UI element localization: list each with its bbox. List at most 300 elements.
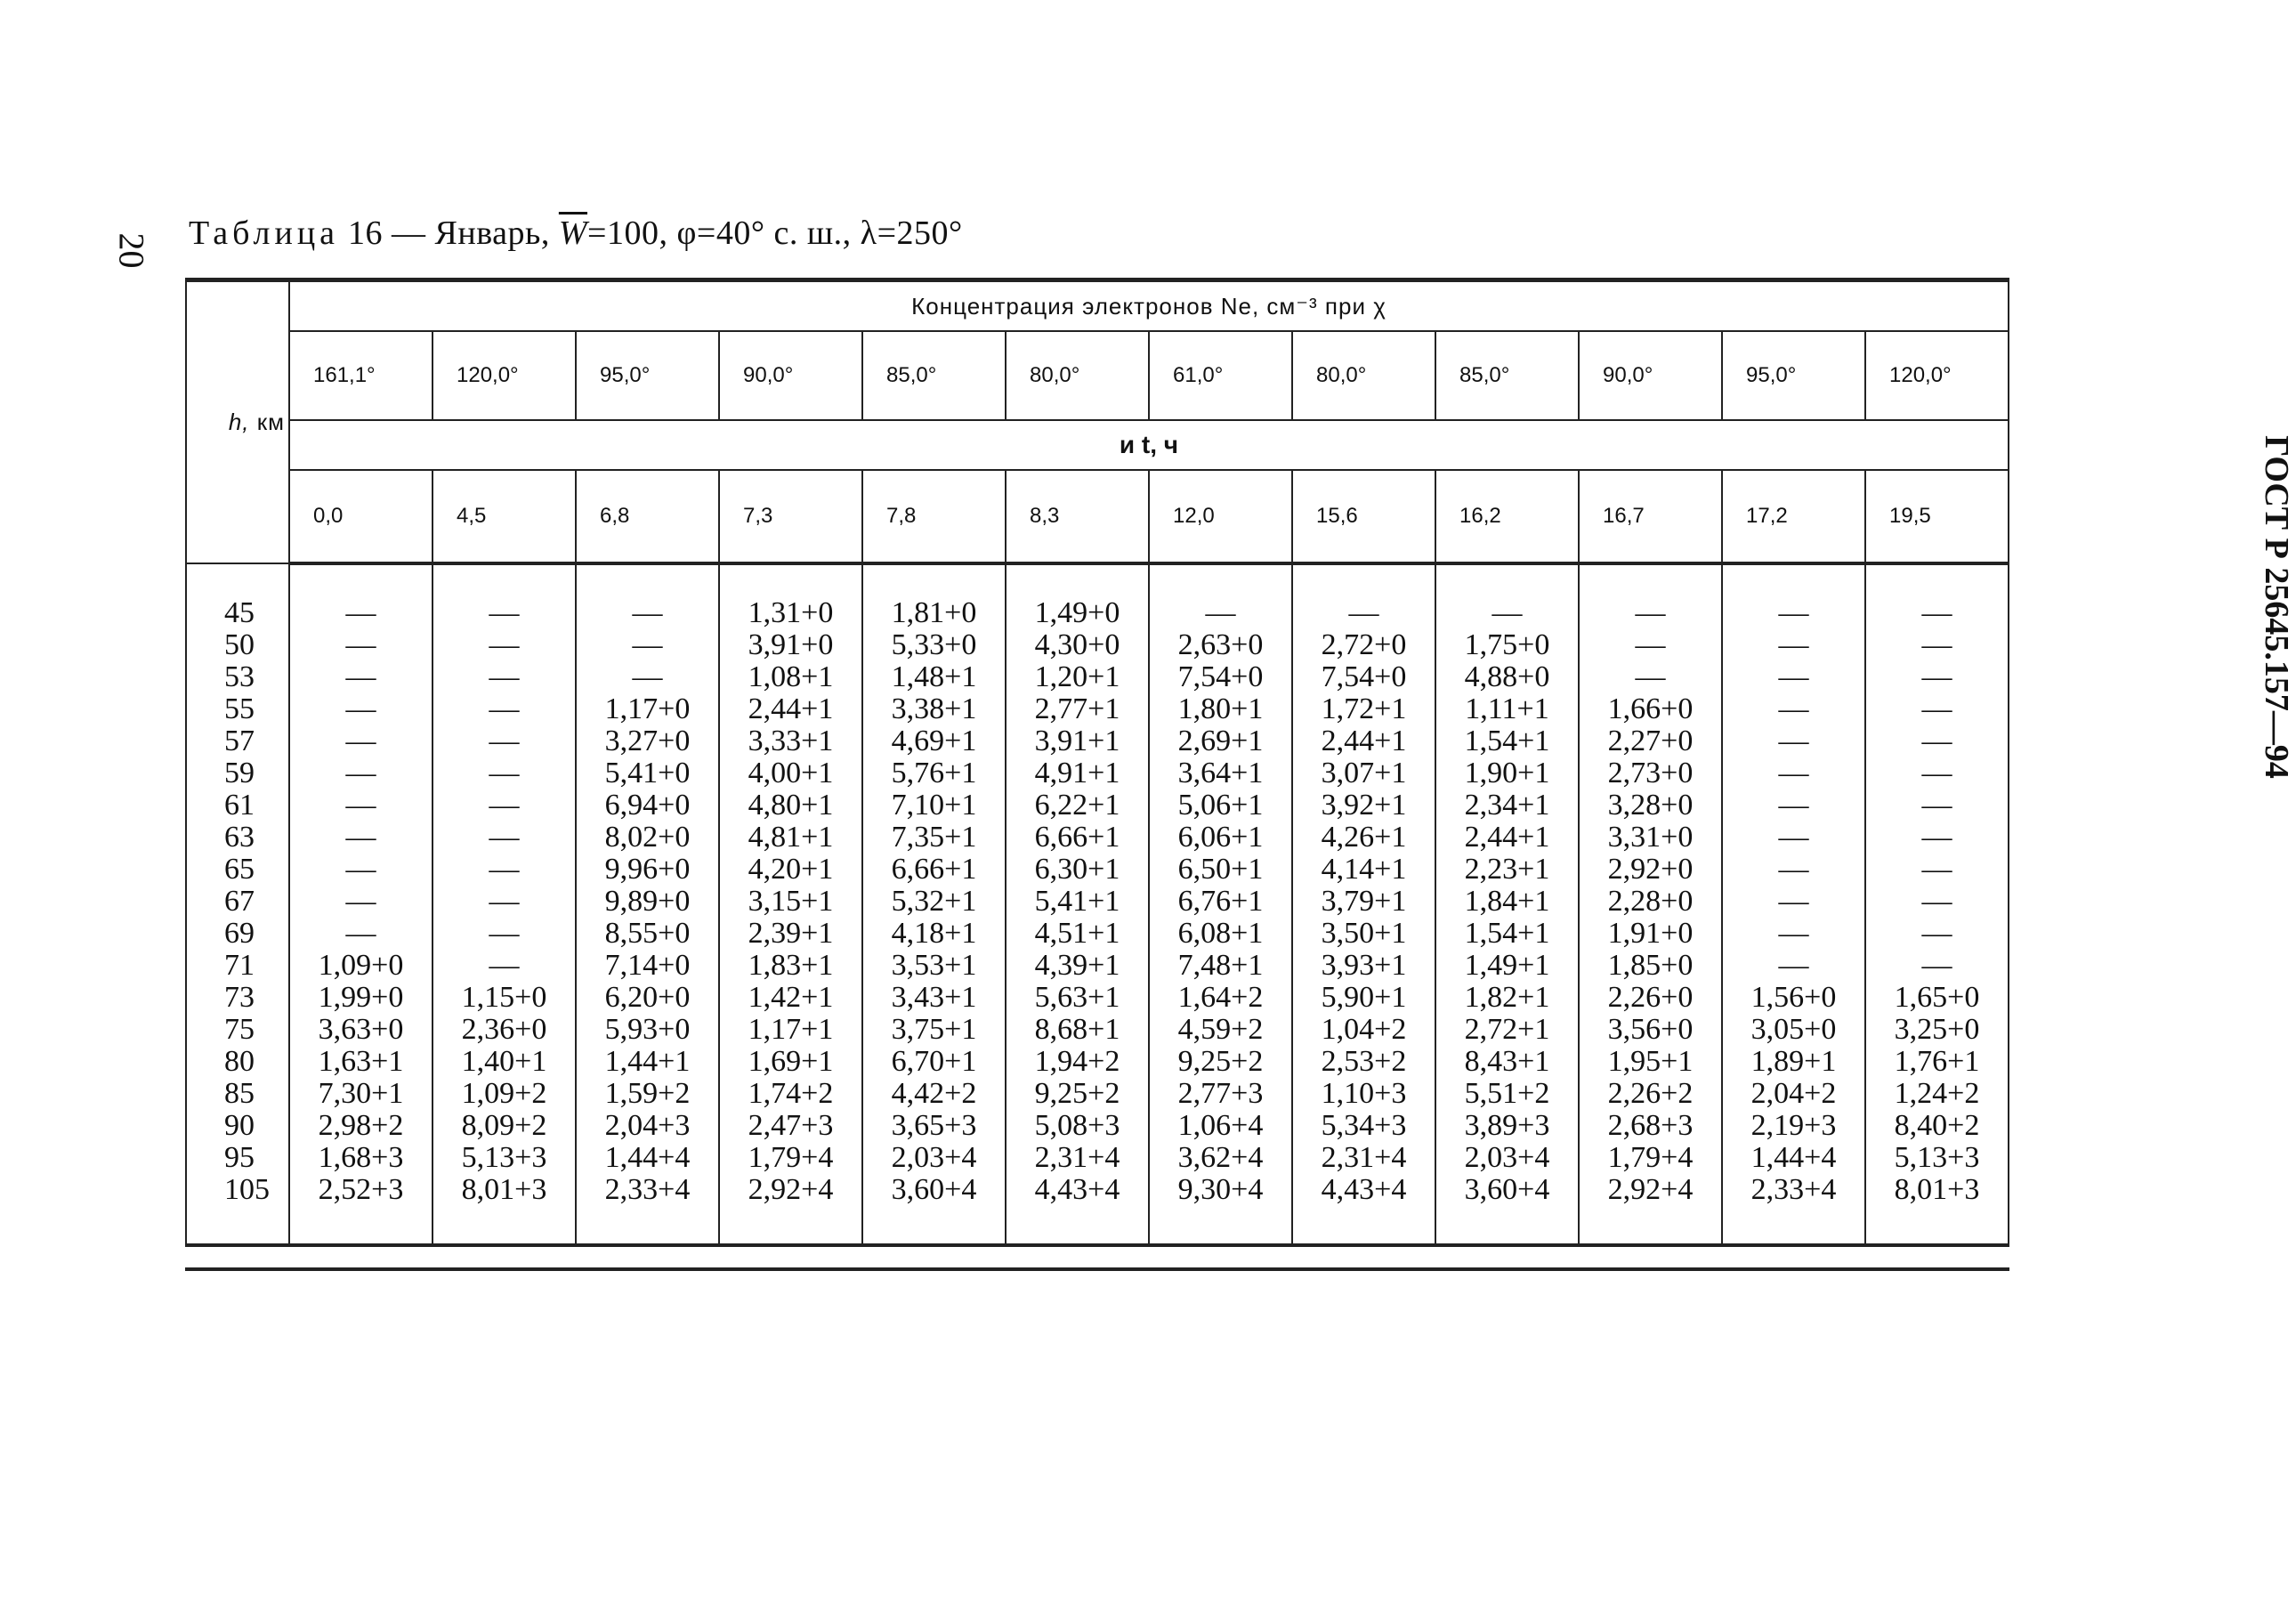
concentration-cell: 2,04+3 (576, 1110, 719, 1142)
height-cell: 61 (186, 789, 289, 822)
concentration-cell: 1,95+1 (1579, 1046, 1722, 1078)
concentration-cell: 1,75+0 (1435, 629, 1579, 661)
concentration-cell: 5,41+1 (1006, 886, 1149, 918)
concentration-cell: 2,72+1 (1435, 1014, 1579, 1046)
concentration-cell: 4,59+2 (1149, 1014, 1292, 1046)
concentration-cell: — (1722, 822, 1865, 854)
time-value-cell: 15,6 (1292, 470, 1435, 563)
height-cell: 85 (186, 1078, 289, 1110)
concentration-cell: — (1865, 950, 2009, 982)
concentration-cell: 4,91+1 (1006, 757, 1149, 789)
concentration-cell: 1,91+0 (1579, 918, 1722, 950)
concentration-cell: — (433, 918, 576, 950)
concentration-cell: 7,35+1 (862, 822, 1006, 854)
concentration-cell: 5,63+1 (1006, 982, 1149, 1014)
concentration-cell: 4,80+1 (719, 789, 862, 822)
concentration-cell: — (289, 725, 433, 757)
concentration-cell: 5,08+3 (1006, 1110, 1149, 1142)
concentration-cell: 4,18+1 (862, 918, 1006, 950)
bottom-rule (185, 1267, 2009, 1271)
concentration-cell: — (1865, 629, 2009, 661)
concentration-cell: — (1722, 661, 1865, 693)
concentration-cell: — (289, 693, 433, 725)
height-cell: 53 (186, 661, 289, 693)
concentration-cell: — (1722, 693, 1865, 725)
chi-value-cell: 90,0° (719, 331, 862, 420)
concentration-cell: — (576, 563, 719, 629)
table-row (186, 950, 2009, 982)
concentration-cell: 4,30+0 (1006, 629, 1149, 661)
concentration-cell: 6,30+1 (1006, 854, 1149, 886)
concentration-cell: 1,94+2 (1006, 1046, 1149, 1078)
concentration-cell: — (576, 629, 719, 661)
height-cell: 71 (186, 950, 289, 982)
page-number: 20 (111, 232, 152, 269)
concentration-cell: 1,84+1 (1435, 886, 1579, 918)
concentration-cell: 3,53+1 (862, 950, 1006, 982)
concentration-cell: — (1865, 725, 2009, 757)
concentration-cell: 7,14+0 (576, 950, 719, 982)
height-cell: 69 (186, 918, 289, 950)
chi-value-cell: 80,0° (1292, 331, 1435, 420)
concentration-cell: 2,92+0 (1579, 854, 1722, 886)
concentration-cell: 1,82+1 (1435, 982, 1579, 1014)
concentration-cell: 3,28+0 (1579, 789, 1722, 822)
concentration-cell: 2,72+0 (1292, 629, 1435, 661)
concentration-cell: 3,25+0 (1865, 1014, 2009, 1046)
concentration-cell: 1,06+4 (1149, 1110, 1292, 1142)
concentration-cell: 7,54+0 (1292, 661, 1435, 693)
concentration-cell: 2,31+4 (1006, 1142, 1149, 1174)
concentration-cell: 1,64+2 (1149, 982, 1292, 1014)
concentration-cell: — (289, 854, 433, 886)
concentration-cell: 2,77+3 (1149, 1078, 1292, 1110)
time-value-cell: 17,2 (1722, 470, 1865, 563)
table-row (186, 1078, 2009, 1110)
concentration-cell: 3,15+1 (719, 886, 862, 918)
concentration-cell: 1,89+1 (1722, 1046, 1865, 1078)
concentration-cell: 9,89+0 (576, 886, 719, 918)
table-row (186, 1110, 2009, 1142)
concentration-cell: 1,42+1 (719, 982, 862, 1014)
concentration-cell: 5,90+1 (1292, 982, 1435, 1014)
height-cell: 73 (186, 982, 289, 1014)
chi-value-cell: 85,0° (862, 331, 1006, 420)
concentration-cell: 1,80+1 (1149, 693, 1292, 725)
concentration-cell: — (289, 661, 433, 693)
concentration-cell: — (433, 661, 576, 693)
chi-values-row (186, 331, 2009, 420)
concentration-cell: 8,43+1 (1435, 1046, 1579, 1078)
concentration-cell: 1,99+0 (289, 982, 433, 1014)
concentration-cell: 1,54+1 (1435, 725, 1579, 757)
time-values-row (186, 470, 2009, 563)
height-cell: 63 (186, 822, 289, 854)
concentration-cell: — (433, 757, 576, 789)
concentration-cell: 2,44+1 (1435, 822, 1579, 854)
concentration-cell: 2,77+1 (1006, 693, 1149, 725)
concentration-cell: — (1865, 693, 2009, 725)
concentration-cell: 1,49+0 (1006, 563, 1149, 629)
concentration-cell: 4,26+1 (1292, 822, 1435, 854)
concentration-cell: 1,04+2 (1292, 1014, 1435, 1046)
table-row (186, 693, 2009, 725)
concentration-cell: 1,15+0 (433, 982, 576, 1014)
concentration-cell: 3,91+0 (719, 629, 862, 661)
concentration-cell: 2,92+4 (719, 1174, 862, 1245)
w-symbol: $\overline{W}$ (558, 215, 588, 252)
concentration-cell: 4,39+1 (1006, 950, 1149, 982)
concentration-cell: — (1865, 661, 2009, 693)
concentration-cell: 4,20+1 (719, 854, 862, 886)
concentration-cell: — (1722, 918, 1865, 950)
concentration-cell: 1,63+1 (289, 1046, 433, 1078)
concentration-cell: — (1722, 757, 1865, 789)
concentration-cell: 3,38+1 (862, 693, 1006, 725)
chi-value-cell: 161,1° (289, 331, 433, 420)
concentration-cell: 3,43+1 (862, 982, 1006, 1014)
concentration-cell: 8,09+2 (433, 1110, 576, 1142)
concentration-cell: 4,88+0 (1435, 661, 1579, 693)
concentration-cell: 2,69+1 (1149, 725, 1292, 757)
concentration-cell: 1,44+1 (576, 1046, 719, 1078)
height-cell: 59 (186, 757, 289, 789)
chi-value-cell: 90,0° (1579, 331, 1722, 420)
concentration-cell: 2,36+0 (433, 1014, 576, 1046)
concentration-cell: — (289, 886, 433, 918)
concentration-cell: 6,20+0 (576, 982, 719, 1014)
chi-value-cell: 61,0° (1149, 331, 1292, 420)
concentration-cell: 1,72+1 (1292, 693, 1435, 725)
concentration-cell: 9,25+2 (1149, 1046, 1292, 1078)
concentration-cell: — (1722, 854, 1865, 886)
concentration-cell: 8,01+3 (1865, 1174, 2009, 1245)
concentration-cell: 1,83+1 (719, 950, 862, 982)
concentration-cell: 2,34+1 (1435, 789, 1579, 822)
table-month: — Январь, (392, 215, 550, 252)
w-value: =100, (587, 215, 668, 252)
table-row (186, 1142, 2009, 1174)
concentration-cell: 1,68+3 (289, 1142, 433, 1174)
concentration-cell: — (576, 661, 719, 693)
concentration-cell: 3,64+1 (1149, 757, 1292, 789)
concentration-cell: 3,56+0 (1579, 1014, 1722, 1046)
height-cell: 80 (186, 1046, 289, 1078)
concentration-cell: 6,94+0 (576, 789, 719, 822)
concentration-cell: 1,66+0 (1579, 693, 1722, 725)
concentration-cell: 2,33+4 (1722, 1174, 1865, 1245)
concentration-cell: 2,98+2 (289, 1110, 433, 1142)
table-row (186, 854, 2009, 886)
concentration-cell: 2,03+4 (1435, 1142, 1579, 1174)
concentration-cell: 5,34+3 (1292, 1110, 1435, 1142)
chi-value-cell: 85,0° (1435, 331, 1579, 420)
concentration-cell: 8,01+3 (433, 1174, 576, 1245)
concentration-cell: — (1865, 789, 2009, 822)
concentration-cell: 3,75+1 (862, 1014, 1006, 1046)
concentration-cell: 1,08+1 (719, 661, 862, 693)
concentration-cell: 6,22+1 (1006, 789, 1149, 822)
concentration-cell: 1,44+4 (1722, 1142, 1865, 1174)
height-cell: 67 (186, 886, 289, 918)
concentration-cell: 8,40+2 (1865, 1110, 2009, 1142)
concentration-cell: 1,76+1 (1865, 1046, 2009, 1078)
time-value-cell: 19,5 (1865, 470, 2009, 563)
table-caption: Таблица (189, 215, 340, 252)
concentration-cell: — (289, 629, 433, 661)
concentration-cell: — (1865, 918, 2009, 950)
table-row (186, 725, 2009, 757)
chi-value-cell: 95,0° (576, 331, 719, 420)
concentration-cell: 1,65+0 (1865, 982, 2009, 1014)
electron-concentration-table (185, 278, 2009, 1247)
concentration-cell: 6,66+1 (1006, 822, 1149, 854)
concentration-cell: 4,43+4 (1292, 1174, 1435, 1245)
concentration-cell: 2,26+0 (1579, 982, 1722, 1014)
concentration-cell: 3,07+1 (1292, 757, 1435, 789)
concentration-cell: 1,48+1 (862, 661, 1006, 693)
concentration-cell: 3,63+0 (289, 1014, 433, 1046)
time-value-cell: 4,5 (433, 470, 576, 563)
concentration-header: Концентрация электронов Ne, см⁻³ при χ (289, 280, 2009, 332)
concentration-cell: 1,09+2 (433, 1078, 576, 1110)
concentration-cell: 1,90+1 (1435, 757, 1579, 789)
table-row (186, 789, 2009, 822)
concentration-cell: 1,40+1 (433, 1046, 576, 1078)
document-code-label: ГОСТ Р 25645.157—94 (2258, 435, 2295, 779)
concentration-cell: — (1722, 563, 1865, 629)
concentration-cell: 2,03+4 (862, 1142, 1006, 1174)
concentration-cell: 3,91+1 (1006, 725, 1149, 757)
concentration-cell: 6,50+1 (1149, 854, 1292, 886)
concentration-cell: — (433, 725, 576, 757)
concentration-cell: 5,41+0 (576, 757, 719, 789)
concentration-cell: — (1865, 757, 2009, 789)
chi-value-cell: 80,0° (1006, 331, 1149, 420)
concentration-cell: 4,51+1 (1006, 918, 1149, 950)
data-table (185, 278, 2009, 1247)
concentration-cell: 5,76+1 (862, 757, 1006, 789)
concentration-cell: 2,47+3 (719, 1110, 862, 1142)
concentration-cell: — (1579, 661, 1722, 693)
chi-value-cell: 120,0° (1865, 331, 2009, 420)
table-row (186, 1014, 2009, 1046)
concentration-cell: 8,02+0 (576, 822, 719, 854)
time-value-cell: 7,3 (719, 470, 862, 563)
concentration-cell: 1,79+4 (1579, 1142, 1722, 1174)
concentration-cell: 8,55+0 (576, 918, 719, 950)
concentration-cell: 4,42+2 (862, 1078, 1006, 1110)
concentration-cell: 8,68+1 (1006, 1014, 1149, 1046)
concentration-cell: — (1722, 629, 1865, 661)
concentration-cell: — (1149, 563, 1292, 629)
concentration-cell: 6,66+1 (862, 854, 1006, 886)
time-value-cell: 7,8 (862, 470, 1006, 563)
concentration-cell: 2,44+1 (1292, 725, 1435, 757)
height-cell: 75 (186, 1014, 289, 1046)
height-cell: 55 (186, 693, 289, 725)
concentration-cell: 4,69+1 (862, 725, 1006, 757)
concentration-cell: 2,44+1 (719, 693, 862, 725)
concentration-cell: — (1865, 886, 2009, 918)
concentration-cell: — (1435, 563, 1579, 629)
concentration-cell: 5,33+0 (862, 629, 1006, 661)
concentration-cell: — (289, 918, 433, 950)
concentration-cell: 1,49+1 (1435, 950, 1579, 982)
concentration-cell: 5,93+0 (576, 1014, 719, 1046)
concentration-cell: 7,54+0 (1149, 661, 1292, 693)
table-row (186, 757, 2009, 789)
concentration-cell: 7,30+1 (289, 1078, 433, 1110)
concentration-cell: 1,20+1 (1006, 661, 1149, 693)
table-header (186, 280, 2009, 564)
concentration-cell: 2,04+2 (1722, 1078, 1865, 1110)
table-row (186, 822, 2009, 854)
concentration-cell: — (433, 950, 576, 982)
concentration-cell: — (1292, 563, 1435, 629)
concentration-cell: 9,25+2 (1006, 1078, 1149, 1110)
concentration-cell: — (289, 757, 433, 789)
table-row (186, 918, 2009, 950)
concentration-cell: 3,62+4 (1149, 1142, 1292, 1174)
table-row (186, 661, 2009, 693)
concentration-cell: 3,05+0 (1722, 1014, 1865, 1046)
concentration-cell: 2,26+2 (1579, 1078, 1722, 1110)
concentration-cell: 9,96+0 (576, 854, 719, 886)
concentration-cell: 2,27+0 (1579, 725, 1722, 757)
chi-value-cell: 95,0° (1722, 331, 1865, 420)
height-cell: 57 (186, 725, 289, 757)
concentration-cell: — (289, 563, 433, 629)
concentration-cell: — (1722, 725, 1865, 757)
concentration-cell: — (1579, 563, 1722, 629)
concentration-cell: 1,44+4 (576, 1142, 719, 1174)
concentration-cell: 1,59+2 (576, 1078, 719, 1110)
concentration-cell: — (433, 822, 576, 854)
concentration-cell: 1,56+0 (1722, 982, 1865, 1014)
concentration-cell: 3,27+0 (576, 725, 719, 757)
concentration-cell: 6,76+1 (1149, 886, 1292, 918)
concentration-cell: 4,43+4 (1006, 1174, 1149, 1245)
longitude: λ=250° (860, 215, 963, 252)
concentration-cell: 5,51+2 (1435, 1078, 1579, 1110)
time-value-cell: 6,8 (576, 470, 719, 563)
concentration-cell: 7,10+1 (862, 789, 1006, 822)
concentration-cell: 1,79+4 (719, 1142, 862, 1174)
table-body (186, 563, 2009, 1245)
height-cell: 45 (186, 563, 289, 629)
concentration-cell: 1,17+1 (719, 1014, 862, 1046)
concentration-cell: 2,52+3 (289, 1174, 433, 1245)
concentration-cell: 3,93+1 (1292, 950, 1435, 982)
table-row (186, 1046, 2009, 1078)
concentration-cell: 1,17+0 (576, 693, 719, 725)
time-value-cell: 8,3 (1006, 470, 1149, 563)
concentration-cell: 2,31+4 (1292, 1142, 1435, 1174)
table-row (186, 1174, 2009, 1245)
concentration-cell: — (1722, 886, 1865, 918)
table-row (186, 563, 2009, 629)
time-header: и t, ч (289, 420, 2009, 470)
concentration-cell: 1,81+0 (862, 563, 1006, 629)
height-cell: 90 (186, 1110, 289, 1142)
time-value-cell: 12,0 (1149, 470, 1292, 563)
concentration-cell: 2,19+3 (1722, 1110, 1865, 1142)
concentration-cell: 6,06+1 (1149, 822, 1292, 854)
height-cell: 65 (186, 854, 289, 886)
concentration-cell: 2,39+1 (719, 918, 862, 950)
concentration-cell: 5,32+1 (862, 886, 1006, 918)
concentration-cell: — (1865, 822, 2009, 854)
concentration-cell: 2,53+2 (1292, 1046, 1435, 1078)
concentration-cell: — (433, 629, 576, 661)
concentration-cell: 3,89+3 (1435, 1110, 1579, 1142)
concentration-cell: — (433, 854, 576, 886)
time-value-cell: 16,7 (1579, 470, 1722, 563)
concentration-cell: — (433, 693, 576, 725)
concentration-cell: 4,00+1 (719, 757, 862, 789)
height-column-header: h, км (186, 280, 289, 564)
height-cell: 95 (186, 1142, 289, 1174)
concentration-cell: 2,63+0 (1149, 629, 1292, 661)
chi-value-cell: 120,0° (433, 331, 576, 420)
latitude: φ=40° с. ш., (676, 215, 852, 252)
concentration-cell: 6,70+1 (862, 1046, 1006, 1078)
concentration-cell: 7,48+1 (1149, 950, 1292, 982)
concentration-cell: — (433, 563, 576, 629)
concentration-cell: 3,60+4 (862, 1174, 1006, 1245)
concentration-cell: 2,28+0 (1579, 886, 1722, 918)
concentration-cell: 1,69+1 (719, 1046, 862, 1078)
concentration-cell: — (1579, 629, 1722, 661)
concentration-cell: — (1865, 854, 2009, 886)
concentration-cell: 3,65+3 (862, 1110, 1006, 1142)
concentration-cell: 1,10+3 (1292, 1078, 1435, 1110)
concentration-cell: 4,81+1 (719, 822, 862, 854)
height-cell: 50 (186, 629, 289, 661)
concentration-cell: 3,92+1 (1292, 789, 1435, 822)
concentration-cell: 3,60+4 (1435, 1174, 1579, 1245)
concentration-cell: 1,54+1 (1435, 918, 1579, 950)
concentration-cell: 4,14+1 (1292, 854, 1435, 886)
concentration-cell: 5,13+3 (1865, 1142, 2009, 1174)
concentration-cell: — (1722, 789, 1865, 822)
time-value-cell: 16,2 (1435, 470, 1579, 563)
concentration-cell: 2,92+4 (1579, 1174, 1722, 1245)
concentration-cell: — (433, 789, 576, 822)
concentration-cell: 2,68+3 (1579, 1110, 1722, 1142)
table-number: 16 (348, 215, 384, 252)
concentration-cell: 5,13+3 (433, 1142, 576, 1174)
concentration-cell: 1,09+0 (289, 950, 433, 982)
concentration-cell: — (433, 886, 576, 918)
concentration-cell: 5,06+1 (1149, 789, 1292, 822)
table-row (186, 629, 2009, 661)
concentration-cell: 1,74+2 (719, 1078, 862, 1110)
concentration-cell: 2,73+0 (1579, 757, 1722, 789)
concentration-cell: 2,33+4 (576, 1174, 719, 1245)
table-row (186, 982, 2009, 1014)
concentration-cell: 1,85+0 (1579, 950, 1722, 982)
time-value-cell: 0,0 (289, 470, 433, 563)
concentration-cell: — (289, 822, 433, 854)
table-title (189, 214, 963, 253)
height-cell: 105 (186, 1174, 289, 1245)
concentration-cell: 3,50+1 (1292, 918, 1435, 950)
concentration-cell: 3,79+1 (1292, 886, 1435, 918)
concentration-cell: — (1722, 950, 1865, 982)
concentration-cell: 1,11+1 (1435, 693, 1579, 725)
